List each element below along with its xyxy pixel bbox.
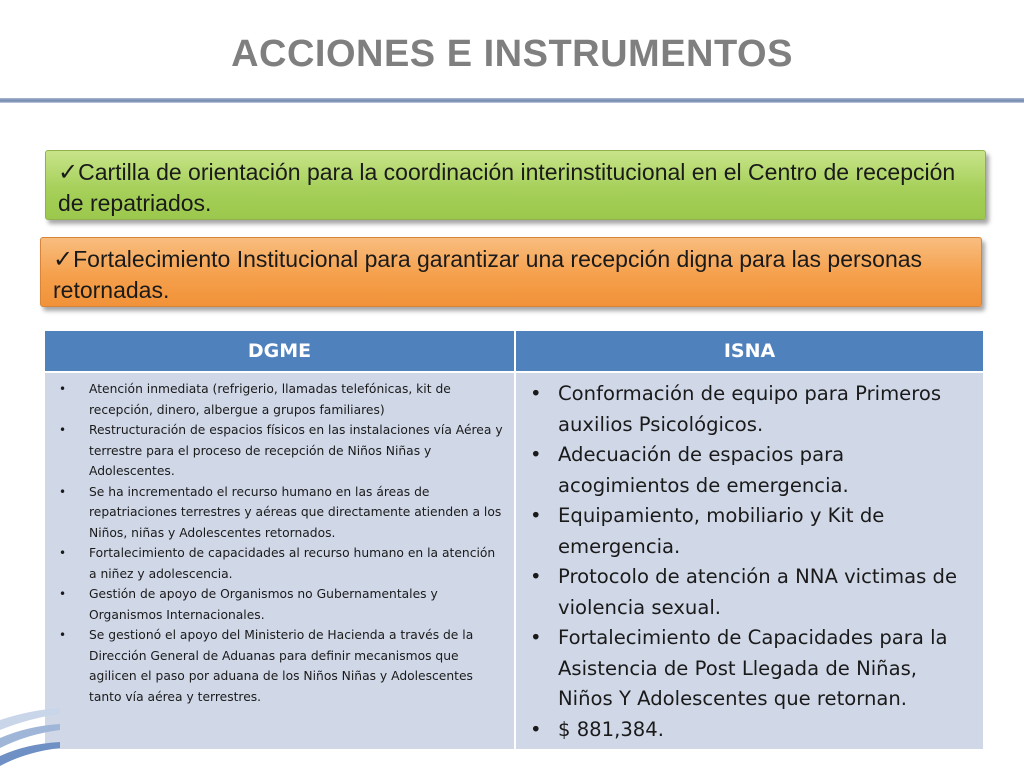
isna-list (526, 379, 973, 745)
list-item (59, 625, 504, 707)
list-item-text: Adecuación de espacios para acogimientos de emergencia. (558, 443, 849, 497)
list-item-text: Equipamiento, mobiliario y Kit de emergencia. (558, 504, 885, 558)
title-divider (0, 98, 1024, 103)
header-isna: ISNA (516, 331, 983, 371)
list-item (59, 420, 504, 482)
list-item (526, 715, 973, 746)
bullet-icon: • (59, 546, 67, 560)
list-item-text: Gestión de apoyo de Organismos no Gubernamentales y Organismos Internacionales. (89, 587, 438, 622)
list-item-text: Fortalecimiento de capacidades al recurso humano en la atención a niñez y adolescencia. (89, 546, 496, 581)
list-item-text: $ 881,384. (558, 717, 664, 741)
actions-table (44, 330, 984, 750)
list-item-text: Se gestionó el apoyo del Ministerio de Hacienda a través de la Dirección General de Aduanas para definir mecanismos que agilicen el paso por aduana de los Niños Niñas y Adolescentes tanto vía aérea y terrestres. (89, 628, 474, 704)
decorative-swoosh (0, 690, 60, 768)
bullet-icon: • (530, 504, 542, 527)
list-item (59, 379, 504, 420)
list-item-text: Conformación de equipo para Primeros auxilios Psicológicos. (558, 382, 942, 436)
list-item (526, 562, 973, 623)
orange-callout-text: Fortalecimiento Institucional para garantizar una recepción digna para las personas retornadas. (53, 246, 923, 303)
list-item (526, 440, 973, 501)
bullet-icon: • (59, 587, 67, 601)
bullet-icon: • (530, 626, 542, 649)
dgme-cell (45, 373, 514, 749)
list-item (59, 482, 504, 544)
list-item-text: Fortalecimiento de Capacidades para la Asistencia de Post Llegada de Niñas, Niños Y Adolescentes que retornan. (558, 626, 948, 710)
orange-callout (40, 237, 982, 307)
list-item (526, 501, 973, 562)
bullet-icon: • (530, 382, 542, 405)
list-item (59, 543, 504, 584)
dgme-list (59, 379, 504, 707)
bullet-icon: • (530, 443, 542, 466)
list-item-text: Se ha incrementado el recurso humano en las áreas de repatriaciones terrestres y aéreas que directamente atienden a los Niños, niñas y Adolescentes retornados. (89, 484, 502, 540)
check-icon: ✓ (58, 159, 79, 186)
list-item (526, 379, 973, 440)
list-item-text: Protocolo de atención a NNA victimas de violencia sexual. (558, 565, 958, 619)
check-icon: ✓ (53, 246, 74, 273)
list-item-text: Atención inmediata (refrigerio, llamadas telefónicas, kit de recepción, dinero, albergue a grupos familiares) (89, 382, 451, 417)
green-callout (45, 150, 986, 220)
isna-cell (516, 373, 983, 749)
slide-title: ACCIONES E INSTRUMENTOS (231, 33, 793, 75)
header-dgme: DGME (45, 331, 514, 371)
list-item (526, 623, 973, 715)
bullet-icon: • (59, 628, 67, 642)
green-callout-text: Cartilla de orientación para la coordinación interinstitucional en el Centro de recepción de repatriados. (58, 159, 956, 216)
bullet-icon: • (59, 484, 67, 499)
list-item (59, 584, 504, 625)
bullet-icon: • (530, 565, 542, 588)
bullet-icon: • (59, 382, 67, 396)
bullet-icon: • (59, 423, 67, 437)
bullet-icon: • (530, 717, 542, 741)
list-item-text: Restructuración de espacios físicos en las instalaciones vía Aérea y terrestre para el proceso de recepción de Niños Niñas y Adolescentes. (89, 423, 503, 478)
